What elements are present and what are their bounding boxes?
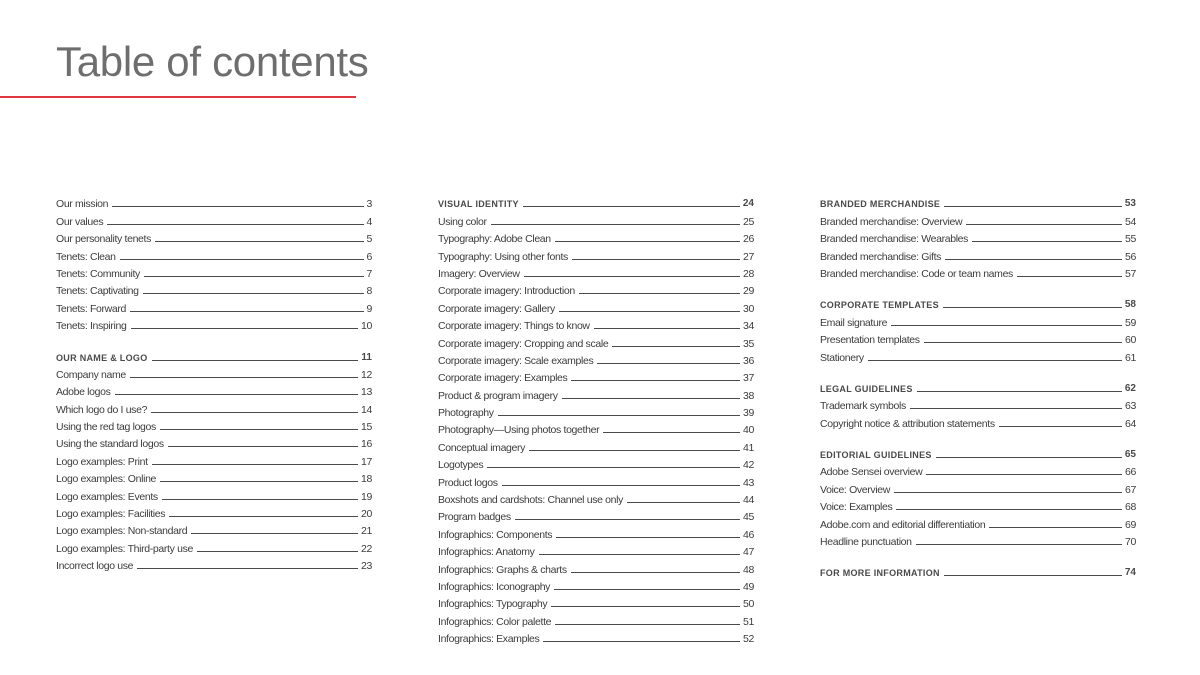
toc-leader-line <box>556 537 740 538</box>
toc-leader-line <box>868 360 1122 361</box>
toc-entry-logo-examples-facilities[interactable] <box>56 503 372 520</box>
toc-leader-line <box>120 259 364 260</box>
toc-entry-branded-merchandise-gifts[interactable] <box>820 245 1136 262</box>
toc-page-number: 11 <box>361 351 372 363</box>
toc-page-number: 12 <box>361 368 372 381</box>
toc-page-number: 13 <box>361 386 372 399</box>
toc-entry-label: Infographics: Examples <box>438 633 540 646</box>
toc-entry-label: Photography <box>438 407 494 420</box>
toc-section <box>56 346 372 572</box>
toc-section-heading-branded-merchandise[interactable] <box>820 193 1136 210</box>
toc-entry-corporate-imagery-cropping-and-scale[interactable] <box>438 332 754 349</box>
toc-entry-logo-examples-third-party-use[interactable] <box>56 537 372 554</box>
toc-page-number: 26 <box>743 233 754 246</box>
toc-entry-program-badges[interactable] <box>438 506 754 523</box>
toc-page-number: 70 <box>1125 536 1136 549</box>
toc-leader-line <box>627 502 740 503</box>
toc-leader-line <box>543 641 740 642</box>
toc-column-3 <box>820 193 1136 593</box>
toc-leader-line <box>944 206 1122 207</box>
toc-entry-label: Logo examples: Third-party use <box>56 542 193 555</box>
toc-entry-photography-using-photos-together[interactable] <box>438 419 754 436</box>
toc-entry-label: Infographics: Iconography <box>438 580 551 593</box>
toc-leader-line <box>612 346 740 347</box>
toc-section-heading-legal-guidelines[interactable] <box>820 378 1136 395</box>
toc-leader-line <box>130 311 363 312</box>
toc-leader-line <box>160 429 358 430</box>
toc-page-number: 48 <box>743 563 754 576</box>
toc-entry-label: Logo examples: Print <box>56 455 148 468</box>
toc-entry-label: Infographics: Anatomy <box>438 546 535 559</box>
toc-leader-line <box>162 499 358 500</box>
toc-entry-branded-merchandise-wearables[interactable] <box>820 228 1136 245</box>
toc-entry-our-mission[interactable] <box>56 193 372 210</box>
toc-leader-line <box>571 380 740 381</box>
toc-page-number: 10 <box>361 320 372 333</box>
toc-entry-logotypes[interactable] <box>438 454 754 471</box>
toc-entry-label: Conceptual imagery <box>438 441 526 454</box>
toc-section-heading-editorial-guidelines[interactable] <box>820 444 1136 461</box>
toc-leader-line <box>539 554 740 555</box>
toc-page-number: 30 <box>743 302 754 315</box>
toc-entry-label: Corporate imagery: Examples <box>438 372 568 385</box>
toc-page-number: 34 <box>743 320 754 333</box>
toc-entry-label: Logo examples: Facilities <box>56 508 166 521</box>
toc-leader-line <box>112 206 363 207</box>
toc-entry-product-logos[interactable] <box>438 471 754 488</box>
toc-entry-boxshots-and-cardshots-channel-use-only[interactable] <box>438 489 754 506</box>
toc-page-number: 36 <box>743 354 754 367</box>
toc-entry-label: Copyright notice & attribution statements <box>820 417 995 430</box>
toc-leader-line <box>936 457 1122 458</box>
toc-entry-company-name[interactable] <box>56 364 372 381</box>
toc-page-number: 29 <box>743 285 754 298</box>
toc-section <box>820 562 1136 579</box>
toc-page-number: 41 <box>743 441 754 454</box>
toc-page-number: 5 <box>366 233 372 246</box>
toc-page-number: 61 <box>1125 351 1136 364</box>
toc-leader-line <box>144 276 364 277</box>
toc-page-number: 16 <box>361 438 372 451</box>
toc-entry-label: Tenets: Community <box>56 267 140 280</box>
toc-page-number: 62 <box>1124 382 1136 394</box>
toc-leader-line <box>515 519 740 520</box>
toc-entry-infographics-iconography[interactable] <box>438 576 754 593</box>
toc-section-heading-visual-identity[interactable] <box>438 193 754 210</box>
toc-page-number: 43 <box>743 476 754 489</box>
toc-page-number: 37 <box>743 372 754 385</box>
toc-leader-line <box>924 342 1122 343</box>
toc-entry-label: Adobe.com and editorial differentiation <box>820 518 986 531</box>
toc-entry-tenets-forward[interactable] <box>56 297 372 314</box>
toc-section <box>820 193 1136 280</box>
toc-entry-photography[interactable] <box>438 402 754 419</box>
toc-entry-label: Product logos <box>438 476 498 489</box>
toc-leader-line <box>916 544 1122 545</box>
toc-entry-label: Corporate imagery: Gallery <box>438 302 555 315</box>
toc-leader-line <box>191 533 358 534</box>
toc-leader-line <box>910 408 1122 409</box>
toc-leader-line <box>891 325 1122 326</box>
toc-entry-label: Headline punctuation <box>820 536 912 549</box>
toc-entry-adobe-com-and-editorial-differentiation[interactable] <box>820 513 1136 530</box>
toc-page-number: 20 <box>361 508 372 521</box>
toc-entry-branded-merchandise-overview[interactable] <box>820 210 1136 227</box>
toc-page-number: 53 <box>1124 198 1136 210</box>
toc-page-number: 65 <box>1124 449 1136 461</box>
toc-page-number: 39 <box>743 407 754 420</box>
toc-page-number: 52 <box>743 633 754 646</box>
toc-leader-line <box>491 224 740 225</box>
toc-entry-label: Logotypes <box>438 459 484 472</box>
toc-leader-line <box>894 492 1122 493</box>
toc-leader-line <box>107 224 363 225</box>
toc-leader-line <box>115 394 358 395</box>
toc-entry-label: Logo examples: Non-standard <box>56 525 188 538</box>
toc-entry-logo-examples-online[interactable] <box>56 468 372 485</box>
toc-leader-line <box>896 509 1122 510</box>
toc-page-number: 21 <box>361 525 372 538</box>
toc-leader-line <box>989 527 1122 528</box>
toc-entry-branded-merchandise-code-or-team-names[interactable] <box>820 263 1136 280</box>
toc-leader-line <box>597 363 740 364</box>
toc-entry-typography-adobe-clean[interactable] <box>438 228 754 245</box>
toc-page-number: 3 <box>366 198 372 211</box>
toc-leader-line <box>572 259 740 260</box>
toc-leader-line <box>943 307 1122 308</box>
toc-entry-label: FOR MORE INFORMATION <box>820 568 940 579</box>
toc-page-number: 28 <box>743 267 754 280</box>
toc-page-number: 46 <box>743 528 754 541</box>
toc-page-number: 22 <box>361 542 372 555</box>
toc-entry-using-color[interactable] <box>438 210 754 227</box>
toc-entry-typography-using-other-fonts[interactable] <box>438 245 754 262</box>
toc-entry-corporate-imagery-introduction[interactable] <box>438 280 754 297</box>
toc-page-number: 47 <box>743 546 754 559</box>
toc-entry-label: Product & program imagery <box>438 389 558 402</box>
toc-leader-line <box>143 293 364 294</box>
toc-entry-label: Our values <box>56 215 104 228</box>
toc-leader-line <box>555 624 740 625</box>
toc-leader-line <box>559 311 740 312</box>
toc-leader-line <box>554 589 740 590</box>
toc-entry-label: Using the red tag logos <box>56 421 156 434</box>
toc-entry-logo-examples-non-standard[interactable] <box>56 520 372 537</box>
toc-entry-label: Typography: Using other fonts <box>438 250 568 263</box>
toc-entry-copyright-notice-attribution-statements[interactable] <box>820 412 1136 429</box>
toc-page-number: 9 <box>366 302 372 315</box>
toc-entry-adobe-sensei-overview[interactable] <box>820 461 1136 478</box>
toc-page-number: 14 <box>361 403 372 416</box>
toc-entry-label: Voice: Overview <box>820 483 891 496</box>
toc-entry-label: Trademark symbols <box>820 400 906 413</box>
toc-leader-line <box>555 241 740 242</box>
toc-entry-label: Infographics: Components <box>438 528 553 541</box>
toc-page-number: 56 <box>1125 250 1136 263</box>
toc-page-number: 69 <box>1125 518 1136 531</box>
toc-entry-label: Our personality tenets <box>56 233 152 246</box>
toc-entry-tenets-inspiring[interactable] <box>56 315 372 332</box>
toc-section <box>820 294 1136 364</box>
toc-entry-label: Which logo do I use? <box>56 403 148 416</box>
toc-entry-label: Using color <box>438 215 487 228</box>
toc-page-number: 23 <box>361 560 372 573</box>
toc-leader-line <box>130 377 358 378</box>
toc-entry-trademark-symbols[interactable] <box>820 395 1136 412</box>
toc-entry-label: Adobe logos <box>56 386 111 399</box>
toc-entry-corporate-imagery-gallery[interactable] <box>438 297 754 314</box>
toc-leader-line <box>571 572 740 573</box>
toc-leader-line <box>944 575 1122 576</box>
toc-entry-label: Tenets: Inspiring <box>56 320 127 333</box>
toc-entry-imagery-overview[interactable] <box>438 263 754 280</box>
toc-page-number: 59 <box>1125 316 1136 329</box>
toc-leader-line <box>1017 276 1122 277</box>
toc-entry-email-signature[interactable] <box>820 311 1136 328</box>
toc-leader-line <box>594 328 740 329</box>
toc-leader-line <box>502 485 740 486</box>
toc-entry-our-values[interactable] <box>56 210 372 227</box>
toc-leader-line <box>603 432 740 433</box>
toc-entry-label: Logo examples: Online <box>56 473 157 486</box>
toc-leader-line <box>945 259 1122 260</box>
toc-entry-using-the-red-tag-logos[interactable] <box>56 416 372 433</box>
toc-page-number: 58 <box>1124 299 1136 311</box>
toc-entry-tenets-clean[interactable] <box>56 245 372 262</box>
toc-leader-line <box>152 360 359 361</box>
toc-leader-line <box>966 224 1122 225</box>
toc-page-number: 54 <box>1125 215 1136 228</box>
toc-entry-label: CORPORATE TEMPLATES <box>820 300 939 311</box>
toc-leader-line <box>926 474 1122 475</box>
toc-entry-label: Infographics: Typography <box>438 598 548 611</box>
toc-entry-infographics-typography[interactable] <box>438 593 754 610</box>
toc-entry-tenets-captivating[interactable] <box>56 280 372 297</box>
toc-entry-corporate-imagery-things-to-know[interactable] <box>438 315 754 332</box>
toc-entry-using-the-standard-logos[interactable] <box>56 433 372 450</box>
toc-page-number: 8 <box>366 285 372 298</box>
toc-page-number: 57 <box>1125 267 1136 280</box>
toc-page-number: 74 <box>1124 567 1136 579</box>
toc-leader-line <box>487 467 740 468</box>
toc-section-heading-for-more-information[interactable] <box>820 562 1136 579</box>
toc-leader-line <box>160 481 358 482</box>
toc-leader-line <box>579 293 740 294</box>
toc-entry-label: Branded merchandise: Gifts <box>820 250 942 263</box>
toc-entry-label: Imagery: Overview <box>438 267 520 280</box>
toc-entry-label: Typography: Adobe Clean <box>438 233 551 246</box>
toc-entry-label: Tenets: Forward <box>56 302 127 315</box>
toc-entry-label: VISUAL IDENTITY <box>438 199 519 210</box>
toc-page-number: 18 <box>361 473 372 486</box>
toc-page-number: 63 <box>1125 400 1136 413</box>
toc-leader-line <box>152 464 358 465</box>
toc-entry-label: LEGAL GUIDELINES <box>820 383 913 394</box>
toc-section <box>56 193 372 332</box>
toc-entry-infographics-color-palette[interactable] <box>438 610 754 627</box>
toc-entry-label: Voice: Examples <box>820 501 893 514</box>
toc-section <box>438 193 754 645</box>
toc-page-number: 27 <box>743 250 754 263</box>
toc-entry-label: Corporate imagery: Cropping and scale <box>438 337 609 350</box>
toc-entry-label: Tenets: Clean <box>56 250 116 263</box>
toc-page-number: 17 <box>361 455 372 468</box>
toc-leader-line <box>524 276 740 277</box>
toc-leader-line <box>169 516 358 517</box>
toc-page-number: 42 <box>743 459 754 472</box>
toc-entry-label: Infographics: Graphs & charts <box>438 563 567 576</box>
toc-page-number: 45 <box>743 511 754 524</box>
toc-entry-infographics-examples[interactable] <box>438 628 754 645</box>
toc-entry-label: Stationery <box>820 351 864 364</box>
toc-leader-line <box>551 606 740 607</box>
toc-entry-label: Boxshots and cardshots: Channel use only <box>438 494 624 507</box>
toc-entry-label: Adobe Sensei overview <box>820 466 923 479</box>
toc-leader-line <box>562 398 740 399</box>
toc-entry-conceptual-imagery[interactable] <box>438 436 754 453</box>
toc-entry-corporate-imagery-scale-examples[interactable] <box>438 350 754 367</box>
toc-entry-tenets-community[interactable] <box>56 263 372 280</box>
toc-entry-label: Incorrect logo use <box>56 560 134 573</box>
toc-page-number: 6 <box>366 250 372 263</box>
toc-leader-line <box>197 551 358 552</box>
toc-entry-label: BRANDED MERCHANDISE <box>820 199 941 210</box>
toc-page-number: 51 <box>743 615 754 628</box>
toc-leader-line <box>999 426 1122 427</box>
toc-entry-label: Corporate imagery: Scale examples <box>438 354 594 367</box>
toc-leader-line <box>917 391 1122 392</box>
toc-entry-infographics-anatomy[interactable] <box>438 541 754 558</box>
toc-page-number: 24 <box>742 198 754 210</box>
toc-entry-label: Presentation templates <box>820 334 920 347</box>
title-underline <box>0 96 356 98</box>
toc-entry-label: Corporate imagery: Introduction <box>438 285 575 298</box>
toc-page-number: 25 <box>743 215 754 228</box>
toc-page-number: 64 <box>1125 417 1136 430</box>
toc-column-1 <box>56 193 372 586</box>
toc-leader-line <box>523 206 740 207</box>
toc-entry-incorrect-logo-use[interactable] <box>56 555 372 572</box>
toc-entry-label: Using the standard logos <box>56 438 164 451</box>
toc-entry-label: Company name <box>56 368 126 381</box>
toc-leader-line <box>972 241 1122 242</box>
toc-page-number: 60 <box>1125 334 1136 347</box>
toc-entry-voice-overview[interactable] <box>820 478 1136 495</box>
toc-page-number: 67 <box>1125 483 1136 496</box>
toc-leader-line <box>151 412 358 413</box>
toc-entry-label: Branded merchandise: Overview <box>820 215 963 228</box>
toc-entry-corporate-imagery-examples[interactable] <box>438 367 754 384</box>
toc-entry-label: Email signature <box>820 316 888 329</box>
toc-page-number: 44 <box>743 494 754 507</box>
toc-entry-label: Branded merchandise: Code or team names <box>820 267 1013 280</box>
toc-section <box>820 444 1136 548</box>
toc-entry-label: Logo examples: Events <box>56 490 158 503</box>
toc-entry-product-program-imagery[interactable] <box>438 384 754 401</box>
toc-section-heading-our-name-logo[interactable] <box>56 346 372 363</box>
toc-entry-logo-examples-events[interactable] <box>56 485 372 502</box>
toc-entry-headline-punctuation[interactable] <box>820 531 1136 548</box>
toc-section <box>820 378 1136 430</box>
toc-entry-infographics-components[interactable] <box>438 523 754 540</box>
toc-entry-label: Our mission <box>56 198 109 211</box>
toc-leader-line <box>498 415 740 416</box>
toc-entry-stationery[interactable] <box>820 346 1136 363</box>
toc-page-number: 49 <box>743 580 754 593</box>
toc-page-number: 50 <box>743 598 754 611</box>
toc-page-number: 7 <box>366 267 372 280</box>
toc-column-2 <box>438 193 754 659</box>
toc-entry-logo-examples-print[interactable] <box>56 450 372 467</box>
toc-leader-line <box>155 241 363 242</box>
toc-entry-infographics-graphs-charts[interactable] <box>438 558 754 575</box>
toc-page-number: 40 <box>743 424 754 437</box>
page-title: Table of contents <box>56 38 369 85</box>
toc-entry-label: EDITORIAL GUIDELINES <box>820 450 932 461</box>
toc-page-number: 38 <box>743 389 754 402</box>
toc-entry-which-logo-do-i-use[interactable] <box>56 398 372 415</box>
toc-entry-voice-examples[interactable] <box>820 496 1136 513</box>
toc-entry-label: Program badges <box>438 511 511 524</box>
toc-entry-label: Branded merchandise: Wearables <box>820 233 969 246</box>
toc-page-number: 66 <box>1125 466 1136 479</box>
toc-entry-label: Photography—Using photos together <box>438 424 600 437</box>
toc-leader-line <box>131 328 359 329</box>
toc-page-number: 68 <box>1125 501 1136 514</box>
toc-entry-label: Corporate imagery: Things to know <box>438 320 590 333</box>
toc-page-number: 19 <box>361 490 372 503</box>
toc-entry-label: Infographics: Color palette <box>438 615 552 628</box>
toc-entry-presentation-templates[interactable] <box>820 329 1136 346</box>
toc-leader-line <box>168 446 358 447</box>
toc-page-number: 15 <box>361 421 372 434</box>
toc-entry-our-personality-tenets[interactable] <box>56 228 372 245</box>
toc-leader-line <box>137 568 358 569</box>
toc-page-number: 4 <box>366 215 372 228</box>
toc-section-heading-corporate-templates[interactable] <box>820 294 1136 311</box>
toc-page-number: 55 <box>1125 233 1136 246</box>
toc-leader-line <box>529 450 740 451</box>
toc-entry-label: Tenets: Captivating <box>56 285 139 298</box>
toc-entry-adobe-logos[interactable] <box>56 381 372 398</box>
toc-page-number: 35 <box>743 337 754 350</box>
toc-entry-label: OUR NAME & LOGO <box>56 352 148 363</box>
